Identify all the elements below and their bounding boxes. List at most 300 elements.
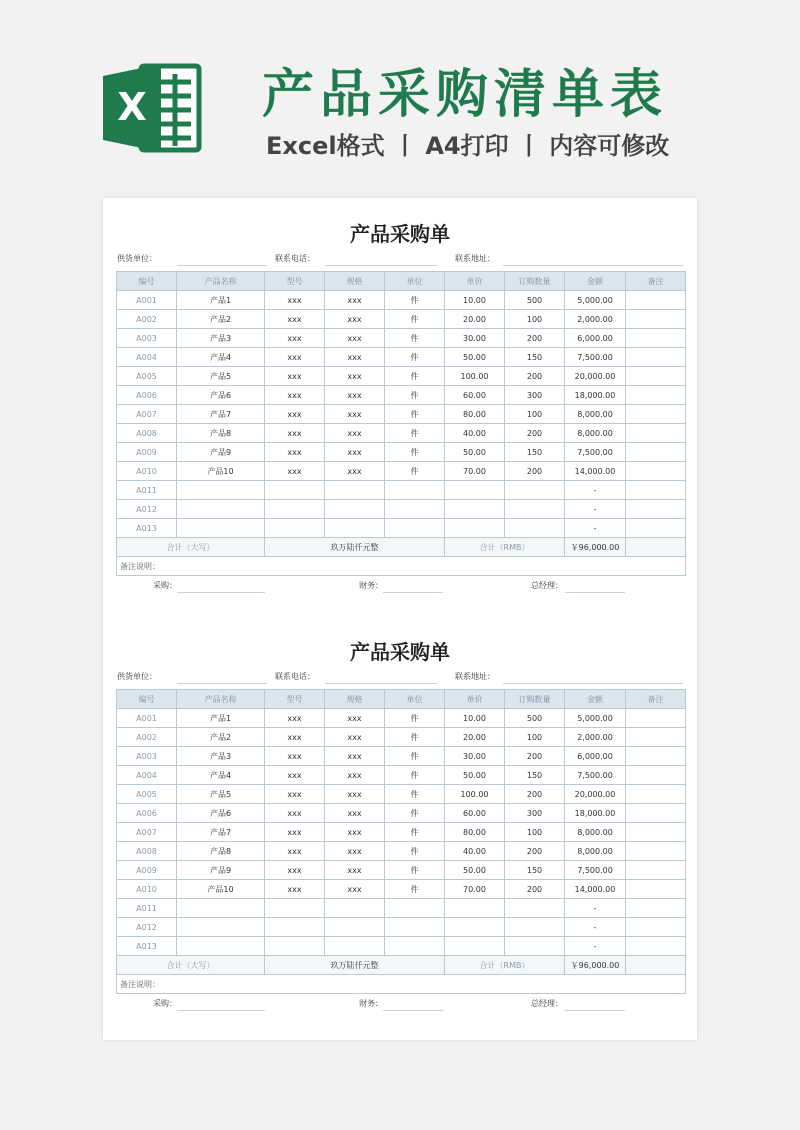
cell-code[interactable]: A005 [117,367,177,386]
address-label: 联系地址： [455,672,495,681]
info-row [103,671,697,685]
cell-spec[interactable]: xxx [325,443,385,462]
cell-unit[interactable]: 件 [385,747,445,766]
table-row [117,918,686,937]
cell-model[interactable]: xxx [265,728,325,747]
cell-qty[interactable]: 200 [505,747,565,766]
phone-label: 联系电话： [275,254,315,263]
cell-price[interactable]: 60.00 [445,386,505,405]
cell-amount[interactable]: 6,000.00 [565,329,626,348]
cell-unit[interactable]: 件 [385,785,445,804]
cell-spec[interactable]: xxx [325,367,385,386]
cell-price[interactable]: 80.00 [445,405,505,424]
cell-qty[interactable]: 100 [505,310,565,329]
column-header: 单价 [445,272,505,291]
cell-spec[interactable]: xxx [325,880,385,899]
cell-spec[interactable]: xxx [325,291,385,310]
cell-remark[interactable] [626,747,686,766]
cell-remark[interactable] [626,481,686,500]
cell-amount[interactable]: 7,500.00 [565,766,626,785]
cell-qty[interactable]: 200 [505,367,565,386]
cell-price[interactable] [445,500,505,519]
cell-remark[interactable] [626,500,686,519]
cell-model[interactable]: xxx [265,291,325,310]
cell-amount[interactable]: 18,000.00 [565,386,626,405]
cell-model[interactable] [265,481,325,500]
column-header: 备注 [626,690,686,709]
cell-model[interactable]: xxx [265,823,325,842]
cell-name[interactable] [177,481,265,500]
cell-spec[interactable]: xxx [325,861,385,880]
cell-code[interactable]: A006 [117,804,177,823]
cell-qty[interactable]: 200 [505,329,565,348]
cell-model[interactable]: xxx [265,804,325,823]
cell-qty[interactable]: 150 [505,348,565,367]
cell-code[interactable]: A004 [117,766,177,785]
cell-price[interactable]: 100.00 [445,785,505,804]
cell-unit[interactable]: 件 [385,823,445,842]
cell-spec[interactable]: xxx [325,747,385,766]
cell-price[interactable]: 50.00 [445,766,505,785]
cell-model[interactable] [265,899,325,918]
cell-code[interactable]: A008 [117,424,177,443]
finance-label: 财务： [359,581,383,590]
cell-price[interactable]: 70.00 [445,462,505,481]
cell-spec[interactable]: xxx [325,728,385,747]
note-label[interactable]: 备注说明： [117,975,686,994]
table-row [117,367,686,386]
cell-code[interactable]: A012 [117,918,177,937]
cell-qty[interactable]: 150 [505,443,565,462]
address-field[interactable] [503,265,683,266]
table-row [117,785,686,804]
cell-unit[interactable]: 件 [385,367,445,386]
cell-amount[interactable]: 8,000.00 [565,842,626,861]
finance-sign-field[interactable] [383,1010,443,1011]
cell-amount[interactable]: - [565,519,626,538]
cell-price[interactable]: 40.00 [445,424,505,443]
cell-code[interactable]: A006 [117,386,177,405]
cell-spec[interactable] [325,500,385,519]
cell-unit[interactable]: 件 [385,405,445,424]
purchase-table [116,689,686,994]
cell-qty[interactable] [505,481,565,500]
cell-amount[interactable]: 5,000.00 [565,291,626,310]
cell-code[interactable]: A008 [117,842,177,861]
cell-model[interactable]: xxx [265,462,325,481]
cell-qty[interactable]: 300 [505,804,565,823]
cell-model[interactable]: xxx [265,747,325,766]
cell-name[interactable]: 产品4 [177,348,265,367]
total-upper-label: 合计（大写） [117,956,265,975]
cell-spec[interactable]: xxx [325,823,385,842]
cell-spec[interactable] [325,481,385,500]
cell-name[interactable]: 产品3 [177,329,265,348]
column-header: 产品名称 [177,690,265,709]
cell-unit[interactable]: 件 [385,310,445,329]
cell-price[interactable]: 30.00 [445,747,505,766]
cell-qty[interactable]: 500 [505,291,565,310]
cell-remark[interactable] [626,291,686,310]
cell-model[interactable] [265,937,325,956]
cell-qty[interactable] [505,937,565,956]
cell-amount[interactable]: - [565,500,626,519]
cell-spec[interactable]: xxx [325,405,385,424]
address-field[interactable] [503,683,683,684]
cell-amount[interactable]: 14,000.00 [565,462,626,481]
cell-code[interactable]: A003 [117,329,177,348]
cell-remark[interactable] [626,842,686,861]
cell-model[interactable] [265,918,325,937]
cell-model[interactable]: xxx [265,367,325,386]
table-row [117,500,686,519]
cell-model[interactable]: xxx [265,766,325,785]
cell-name[interactable]: 产品9 [177,861,265,880]
cell-amount[interactable]: 6,000.00 [565,747,626,766]
cell-amount[interactable]: 5,000.00 [565,709,626,728]
purchase-sign-field[interactable] [177,1010,265,1011]
cell-model[interactable]: xxx [265,880,325,899]
cell-spec[interactable]: xxx [325,842,385,861]
cell-remark[interactable] [626,310,686,329]
cell-name[interactable]: 产品6 [177,386,265,405]
cell-remark[interactable] [626,462,686,481]
cell-remark[interactable] [626,918,686,937]
cell-amount[interactable]: 2,000.00 [565,310,626,329]
cell-name[interactable]: 产品5 [177,367,265,386]
table-row [117,861,686,880]
cell-remark[interactable] [626,880,686,899]
cell-amount[interactable]: 14,000.00 [565,880,626,899]
cell-qty[interactable]: 200 [505,785,565,804]
cell-code[interactable]: A012 [117,500,177,519]
table-row [117,405,686,424]
table-row [117,348,686,367]
cell-price[interactable]: 30.00 [445,329,505,348]
cell-code[interactable]: A002 [117,310,177,329]
cell-spec[interactable]: xxx [325,310,385,329]
cell-qty[interactable]: 100 [505,823,565,842]
cell-remark[interactable] [626,386,686,405]
cell-code[interactable]: A013 [117,937,177,956]
cell-price[interactable]: 70.00 [445,880,505,899]
cell-name[interactable] [177,899,265,918]
cell-unit[interactable] [385,481,445,500]
cell-unit[interactable] [385,519,445,538]
cell-qty[interactable]: 200 [505,424,565,443]
cell-qty[interactable] [505,918,565,937]
cell-qty[interactable]: 500 [505,709,565,728]
table-row [117,519,686,538]
cell-remark[interactable] [626,443,686,462]
table-body [117,291,686,538]
cell-name[interactable] [177,519,265,538]
cell-price[interactable]: 80.00 [445,823,505,842]
cell-name[interactable] [177,500,265,519]
cell-code[interactable]: A001 [117,291,177,310]
table-row [117,310,686,329]
purchase-label: 采购： [153,999,177,1008]
cell-amount[interactable]: 18,000.00 [565,804,626,823]
cell-price[interactable]: 20.00 [445,728,505,747]
cell-price[interactable]: 40.00 [445,842,505,861]
phone-label: 联系电话： [275,672,315,681]
cell-qty[interactable]: 100 [505,405,565,424]
cell-model[interactable]: xxx [265,785,325,804]
total-rmb-value[interactable]: ￥96,000.00 [565,538,626,557]
purchase-sign-field[interactable] [177,592,265,593]
cell-code[interactable]: A011 [117,899,177,918]
cell-remark[interactable] [626,348,686,367]
cell-amount[interactable]: 20,000.00 [565,785,626,804]
table-row [117,804,686,823]
cell-spec[interactable]: xxx [325,785,385,804]
total-row [117,956,686,975]
manager-sign-field[interactable] [565,592,625,593]
cell-unit[interactable]: 件 [385,329,445,348]
note-label[interactable]: 备注说明： [117,557,686,576]
cell-qty[interactable]: 200 [505,842,565,861]
cell-unit[interactable] [385,899,445,918]
total-remark-cell[interactable] [626,538,686,557]
cell-name[interactable]: 产品4 [177,766,265,785]
cell-amount[interactable]: 7,500.00 [565,348,626,367]
cell-spec[interactable]: xxx [325,462,385,481]
cell-model[interactable] [265,519,325,538]
cell-name[interactable]: 产品5 [177,785,265,804]
cell-spec[interactable]: xxx [325,329,385,348]
cell-amount[interactable]: - [565,481,626,500]
cell-price[interactable] [445,918,505,937]
cell-model[interactable]: xxx [265,348,325,367]
cell-code[interactable]: A003 [117,747,177,766]
column-header: 订购数量 [505,690,565,709]
finance-label: 财务： [359,999,383,1008]
table-row [117,842,686,861]
cell-model[interactable]: xxx [265,861,325,880]
cell-name[interactable] [177,937,265,956]
cell-amount[interactable]: - [565,899,626,918]
manager-label: 总经理： [531,999,563,1008]
cell-code[interactable]: A007 [117,405,177,424]
table-row [117,462,686,481]
cell-name[interactable]: 产品1 [177,291,265,310]
cell-unit[interactable]: 件 [385,424,445,443]
cell-unit[interactable]: 件 [385,291,445,310]
table-row [117,329,686,348]
cell-price[interactable] [445,937,505,956]
supplier-field[interactable] [177,265,267,266]
table-row [117,424,686,443]
cell-qty[interactable]: 150 [505,861,565,880]
cell-remark[interactable] [626,823,686,842]
cell-name[interactable]: 产品8 [177,424,265,443]
cell-amount[interactable]: 8,000.00 [565,424,626,443]
cell-model[interactable]: xxx [265,329,325,348]
cell-model[interactable]: xxx [265,424,325,443]
cell-price[interactable]: 20.00 [445,310,505,329]
excel-logo-letter: X [117,85,147,129]
cell-name[interactable]: 产品9 [177,443,265,462]
cell-model[interactable]: xxx [265,386,325,405]
cell-unit[interactable]: 件 [385,709,445,728]
cell-code[interactable]: A010 [117,880,177,899]
cell-remark[interactable] [626,405,686,424]
purchase-label: 采购： [153,581,177,590]
cell-spec[interactable]: xxx [325,386,385,405]
cell-code[interactable]: A001 [117,709,177,728]
cell-name[interactable]: 产品7 [177,823,265,842]
cell-name[interactable]: 产品2 [177,728,265,747]
cell-amount[interactable]: 8,000.00 [565,823,626,842]
cell-price[interactable]: 10.00 [445,291,505,310]
cell-code[interactable]: A009 [117,443,177,462]
cell-price[interactable]: 10.00 [445,709,505,728]
manager-sign-field[interactable] [565,1010,625,1011]
cell-unit[interactable] [385,937,445,956]
cell-model[interactable]: xxx [265,310,325,329]
cell-amount[interactable]: - [565,918,626,937]
cell-amount[interactable]: 2,000.00 [565,728,626,747]
cell-qty[interactable]: 100 [505,728,565,747]
cell-unit[interactable]: 件 [385,842,445,861]
cell-price[interactable] [445,481,505,500]
cell-unit[interactable]: 件 [385,804,445,823]
cell-name[interactable]: 产品8 [177,842,265,861]
cell-qty[interactable] [505,500,565,519]
cell-code[interactable]: A004 [117,348,177,367]
cell-name[interactable]: 产品7 [177,405,265,424]
cell-unit[interactable]: 件 [385,348,445,367]
cell-price[interactable] [445,519,505,538]
total-upper-label: 合计（大写） [117,538,265,557]
cell-qty[interactable]: 150 [505,766,565,785]
cell-code[interactable]: A009 [117,861,177,880]
cell-remark[interactable] [626,804,686,823]
cell-code[interactable]: A010 [117,462,177,481]
cell-code[interactable]: A005 [117,785,177,804]
cell-remark[interactable] [626,937,686,956]
cell-code[interactable]: A013 [117,519,177,538]
phone-field[interactable] [325,265,437,266]
table-row [117,481,686,500]
cell-remark[interactable] [626,367,686,386]
cell-price[interactable] [445,899,505,918]
total-rmb-label: 合计（RMB） [445,956,565,975]
cell-model[interactable]: xxx [265,405,325,424]
supplier-field[interactable] [177,683,267,684]
cell-price[interactable]: 50.00 [445,348,505,367]
cell-amount[interactable]: 20,000.00 [565,367,626,386]
cell-model[interactable] [265,500,325,519]
cell-name[interactable]: 产品10 [177,462,265,481]
document-sheet [103,198,697,1040]
cell-unit[interactable] [385,500,445,519]
cell-name[interactable]: 产品6 [177,804,265,823]
cell-unit[interactable]: 件 [385,861,445,880]
cell-model[interactable]: xxx [265,842,325,861]
cell-qty[interactable]: 300 [505,386,565,405]
cell-spec[interactable]: xxx [325,709,385,728]
cell-remark[interactable] [626,899,686,918]
cell-model[interactable]: xxx [265,709,325,728]
cell-qty[interactable]: 200 [505,462,565,481]
cell-spec[interactable] [325,937,385,956]
cell-unit[interactable]: 件 [385,443,445,462]
cell-amount[interactable]: 7,500.00 [565,443,626,462]
cell-spec[interactable]: xxx [325,348,385,367]
cell-remark[interactable] [626,728,686,747]
cell-name[interactable]: 产品2 [177,310,265,329]
cell-remark[interactable] [626,519,686,538]
cell-price[interactable]: 100.00 [445,367,505,386]
cell-qty[interactable]: 200 [505,880,565,899]
cell-name[interactable]: 产品10 [177,880,265,899]
cell-remark[interactable] [626,709,686,728]
cell-spec[interactable]: xxx [325,766,385,785]
cell-spec[interactable]: xxx [325,424,385,443]
cell-unit[interactable]: 件 [385,462,445,481]
cell-spec[interactable] [325,899,385,918]
total-upper-value[interactable]: 玖万陆仟元整 [265,538,445,557]
header [0,0,800,200]
cell-unit[interactable]: 件 [385,880,445,899]
cell-unit[interactable]: 件 [385,386,445,405]
cell-code[interactable]: A002 [117,728,177,747]
cell-qty[interactable] [505,519,565,538]
table-row [117,728,686,747]
cell-unit[interactable]: 件 [385,766,445,785]
cell-remark[interactable] [626,329,686,348]
cell-qty[interactable] [505,899,565,918]
finance-sign-field[interactable] [383,592,443,593]
cell-spec[interactable] [325,519,385,538]
cell-price[interactable]: 60.00 [445,804,505,823]
total-remark-cell[interactable] [626,956,686,975]
cell-remark[interactable] [626,785,686,804]
cell-price[interactable]: 50.00 [445,443,505,462]
cell-remark[interactable] [626,424,686,443]
cell-name[interactable]: 产品1 [177,709,265,728]
cell-code[interactable]: A007 [117,823,177,842]
address-label: 联系地址： [455,254,495,263]
column-header: 单位 [385,690,445,709]
cell-price[interactable]: 50.00 [445,861,505,880]
cell-amount[interactable]: 8,000.00 [565,405,626,424]
form-title: 产品采购单 [350,222,450,246]
total-rmb-label: 合计（RMB） [445,538,565,557]
cell-spec[interactable]: xxx [325,804,385,823]
cell-code[interactable]: A011 [117,481,177,500]
phone-field[interactable] [325,683,437,684]
cell-remark[interactable] [626,766,686,785]
column-header: 单价 [445,690,505,709]
total-row [117,538,686,557]
total-upper-value[interactable]: 玖万陆仟元整 [265,956,445,975]
cell-name[interactable]: 产品3 [177,747,265,766]
cell-spec[interactable] [325,918,385,937]
table-row [117,880,686,899]
cell-amount[interactable]: - [565,937,626,956]
column-header: 编号 [117,272,177,291]
cell-model[interactable]: xxx [265,443,325,462]
cell-unit[interactable] [385,918,445,937]
cell-name[interactable] [177,918,265,937]
cell-amount[interactable]: 7,500.00 [565,861,626,880]
cell-remark[interactable] [626,861,686,880]
total-rmb-value[interactable]: ￥96,000.00 [565,956,626,975]
cell-unit[interactable]: 件 [385,728,445,747]
